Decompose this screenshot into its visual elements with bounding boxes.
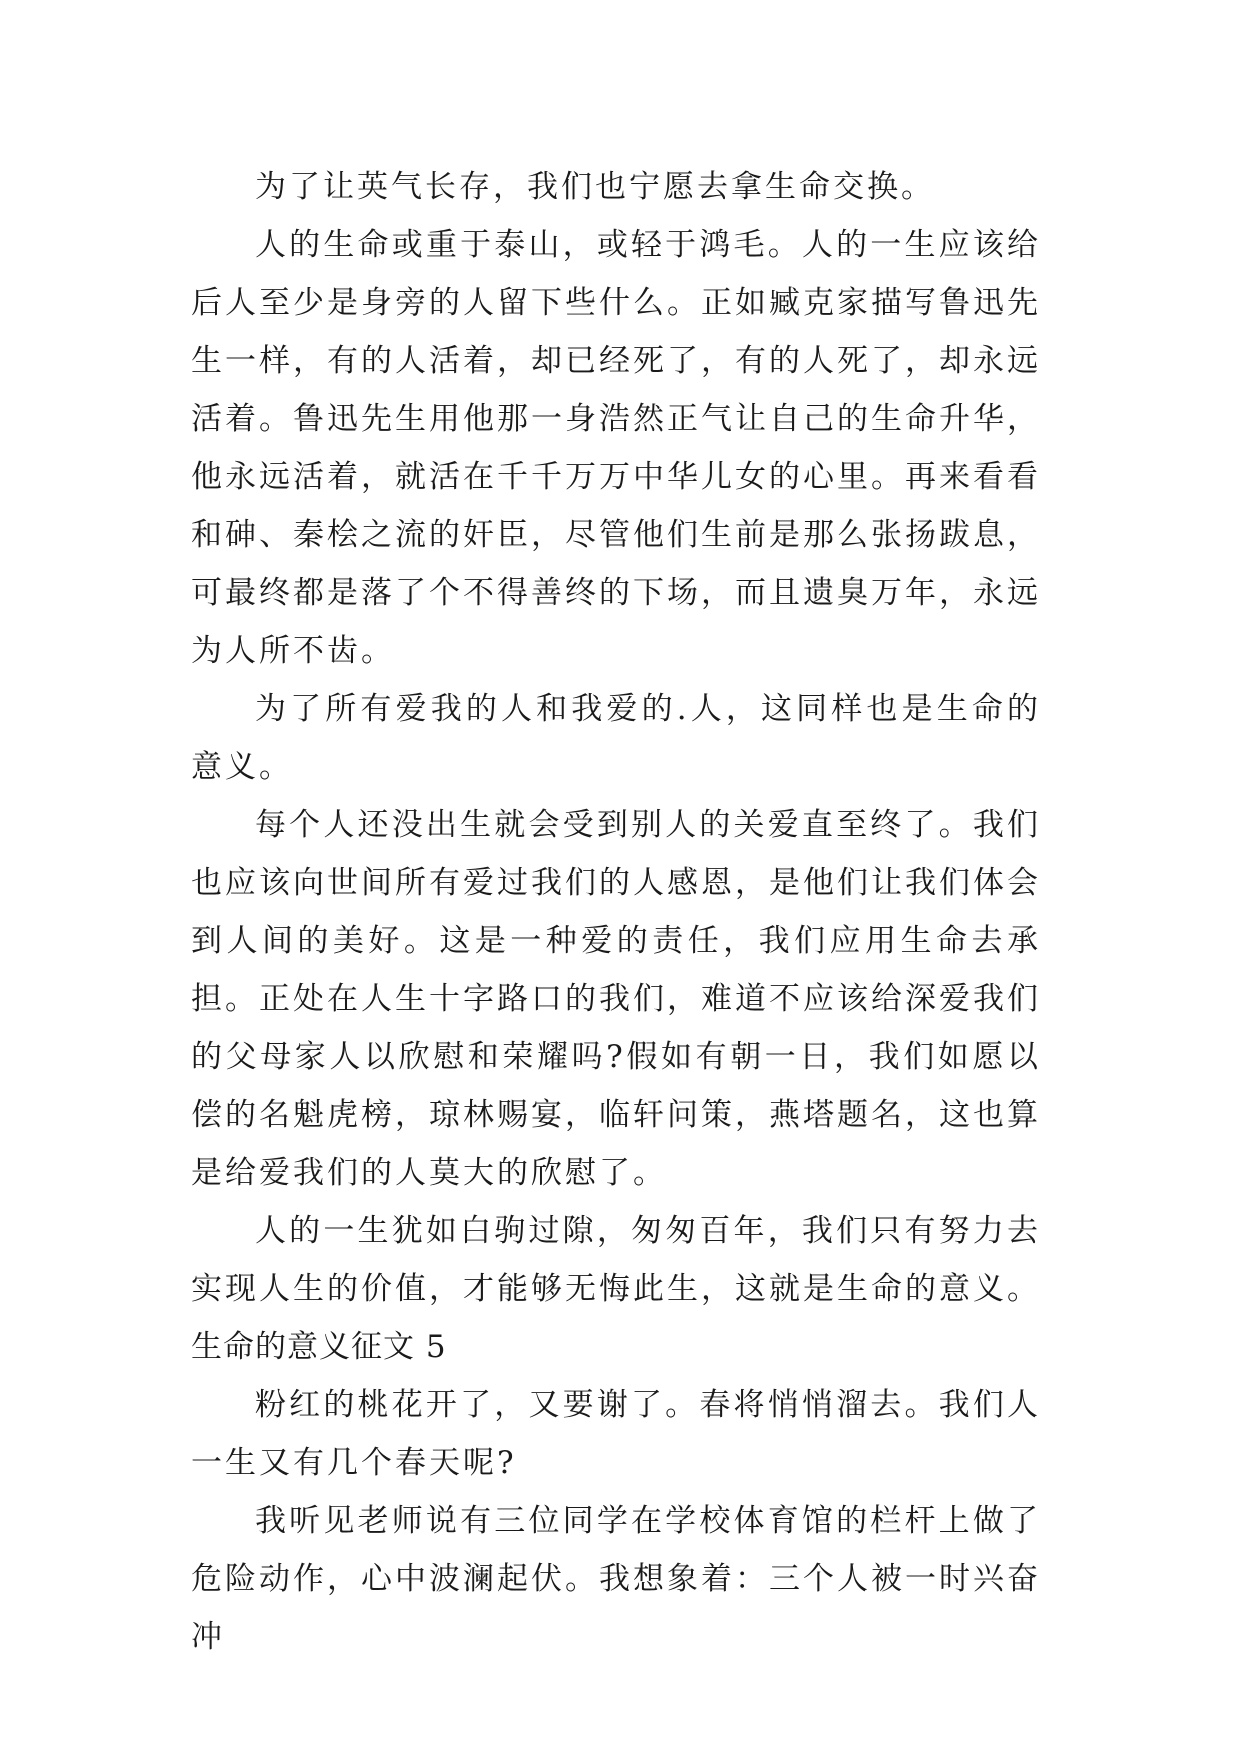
document-body — [191, 158, 1041, 1666]
paragraph-2: 人的生命或重于泰山，或轻于鸿毛。人的一生应该给后人至少是身旁的人留下些什么。正如臧克家描写鲁迅先生一样，有的人活着，却已经死了，有的人死了，却永远活着。鲁迅先生用他那一身浩然正气让自己的生命升华，他永远活着，就活在千千万万中华儿女的心里。再来看看和砷、秦桧之流的奸臣，尽管他们生前是那么张扬跋息，可最终都是落了个不得善终的下场，而且遗臭万年，永远为人所不齿。 — [191, 227, 1041, 669]
paragraph-5: 人的一生犹如白驹过隙，匆匆百年，我们只有努力去实现人生的价值，才能够无悔此生，这就是生命的意义。 — [191, 1213, 1041, 1307]
section-paragraph-2: 我听见老师说有三位同学在学校体育馆的栏杆上做了危险动作，心中波澜起伏。我想象着：三个人被一时兴奋冲 — [191, 1503, 1041, 1655]
paragraph-3: 为了所有爱我的人和我爱的.人，这同样也是生命的意义。 — [191, 691, 1041, 785]
paragraph-1: 为了让英气长存，我们也宁愿去拿生命交换。 — [255, 169, 935, 205]
section-paragraph-1: 粉红的桃花开了，又要谢了。春将悄悄溜去。我们人一生又有几个春天呢? — [191, 1387, 1041, 1481]
section-title: 生命的意义征文 5 — [191, 1329, 447, 1365]
paragraph-4: 每个人还没出生就会受到别人的关爱直至终了。我们也应该向世间所有爱过我们的人感恩，是他们让我们体会到人间的美好。这是一种爱的责任，我们应用生命去承担。正处在人生十字路口的我们，难道不应该给深爱我们的父母家人以欣慰和荣耀吗?假如有朝一日，我们如愿以偿的名魁虎榜，琼林赐宴，临轩问策，燕塔题名，这也算是给爱我们的人莫大的欣慰了。 — [191, 807, 1041, 1191]
